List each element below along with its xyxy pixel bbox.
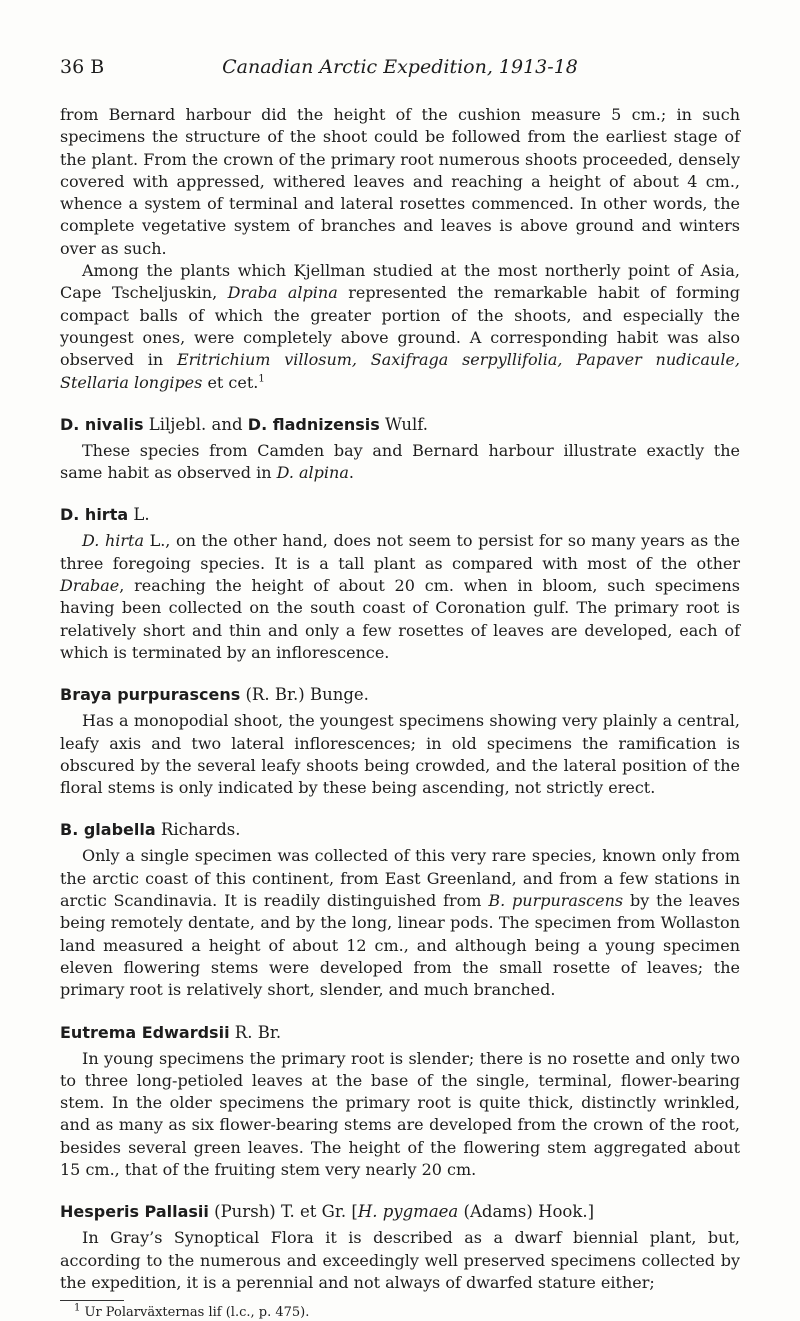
section-heading: Eutrema Edwardsii R. Br. <box>60 1022 282 1042</box>
running-title: Canadian Arctic Expedition, 1913-18 <box>222 56 578 78</box>
section-heading: B. glabella Richards. <box>60 820 241 840</box>
paragraph: In Gray’s Synoptical Flora it is described as a dwarf biennial plant, but, according to the numerous and exceedingly well preserved specimens collected by the expedition, it is a perennial and not always of dwarfed stature either; <box>60 1228 740 1292</box>
section-heading: D. hirta L. <box>60 505 150 525</box>
paragraph: Only a single specimen was collected of this very rare species, known only from the arctic coast of this continent, from East Greenland, and from a few stations in arctic Scandinavia. It is readily distinguished from B. purpurascens by the leaves being remotely dentate, and by the long, linear pods. The specimen from Wollaston land measured a height of about 12 cm., and although being a young specimen eleven flowering stems were developed from the small rosette of leaves; the primary root is relatively short, slender, and much branched. <box>60 846 741 1000</box>
paragraph: D. hirta L., on the other hand, does not seem to persist for so many years as the three foregoing species. It is a tall plant as compared with most of the other Drabae, reaching the height of about 20 cm. when in bloom, such specimens having been collected on the south coast of Coronation gulf. The primary root is relatively short and thin and only a few rosettes of leaves are developed, each of which is terminated by an inflorescence. <box>60 531 740 662</box>
paragraph: These species from Camden bay and Bernard harbour illustrate exactly the same habit as observed in D. alpina. <box>60 440 740 483</box>
paragraph: Has a monopodial shoot, the youngest specimens showing very plainly a central, leafy axis and two lateral inflorescences; in old specimens the ramification is obscured by the several leafy shoots being crowded, and the lateral position of the floral stems is only indicated by these being ascending, not strictly erect. <box>60 711 740 798</box>
section-heading: D. nivalis Liljebl. and D. fladnizensis Wulf. <box>60 414 428 434</box>
page-number: 36 B <box>60 56 105 78</box>
section-heading: Hesperis Pallasii (Pursh) T. et Gr. [H. pygmaea (Adams) Hook.] <box>60 1202 595 1222</box>
paragraph: In young specimens the primary root is slender; there is no rosette and only two to three long-petioled leaves at the base of the single, terminal, flower-bearing stem. In the older specimens the primary root is quite thick, distinctly wrinkled, and as many as six flower-bearing stems are developed from the crown of the root, besides several green leaves. The height of the flowering stem aggregated about 15 cm., that of the fruiting stem very nearly 20 cm. <box>60 1048 740 1179</box>
paragraph: from Bernard harbour did the height of the cushion measure 5 cm.; in such specimens the structure of the shoot could be followed from the earliest stage of the plant. From the crown of the primary root numerous shoots proceeded, densely covered with appressed, withered leaves and reaching a height of about 4 cm., whence a system of terminal and lateral rosettes commenced. In other words, the complete vegetative system of branches and leaves is above ground and winters over as such. <box>60 105 740 258</box>
section-heading: Braya purpurascens (R. Br.) Bunge. <box>60 685 369 705</box>
footnote-divider <box>60 1300 124 1301</box>
footnote: $^1$ Ur Polarväxternas lif (l.c., p. 475). <box>74 1302 310 1321</box>
paragraph: Among the plants which Kjellman studied at the most northerly point of Asia, Cape Tscheljuskin, Draba alpina represented the remarkable habit of forming compact balls of which the greater portion of the shoots, and especially the youngest ones, were completely above ground. A corresponding habit was also observed in Eritrichium villosum, Saxifraga serpyllifolia, Papaver nudicaule, Stellaria longipes et cet.$^1$ <box>60 261 740 392</box>
running-header <box>60 52 740 82</box>
footnote-marker: 1 <box>258 373 265 385</box>
